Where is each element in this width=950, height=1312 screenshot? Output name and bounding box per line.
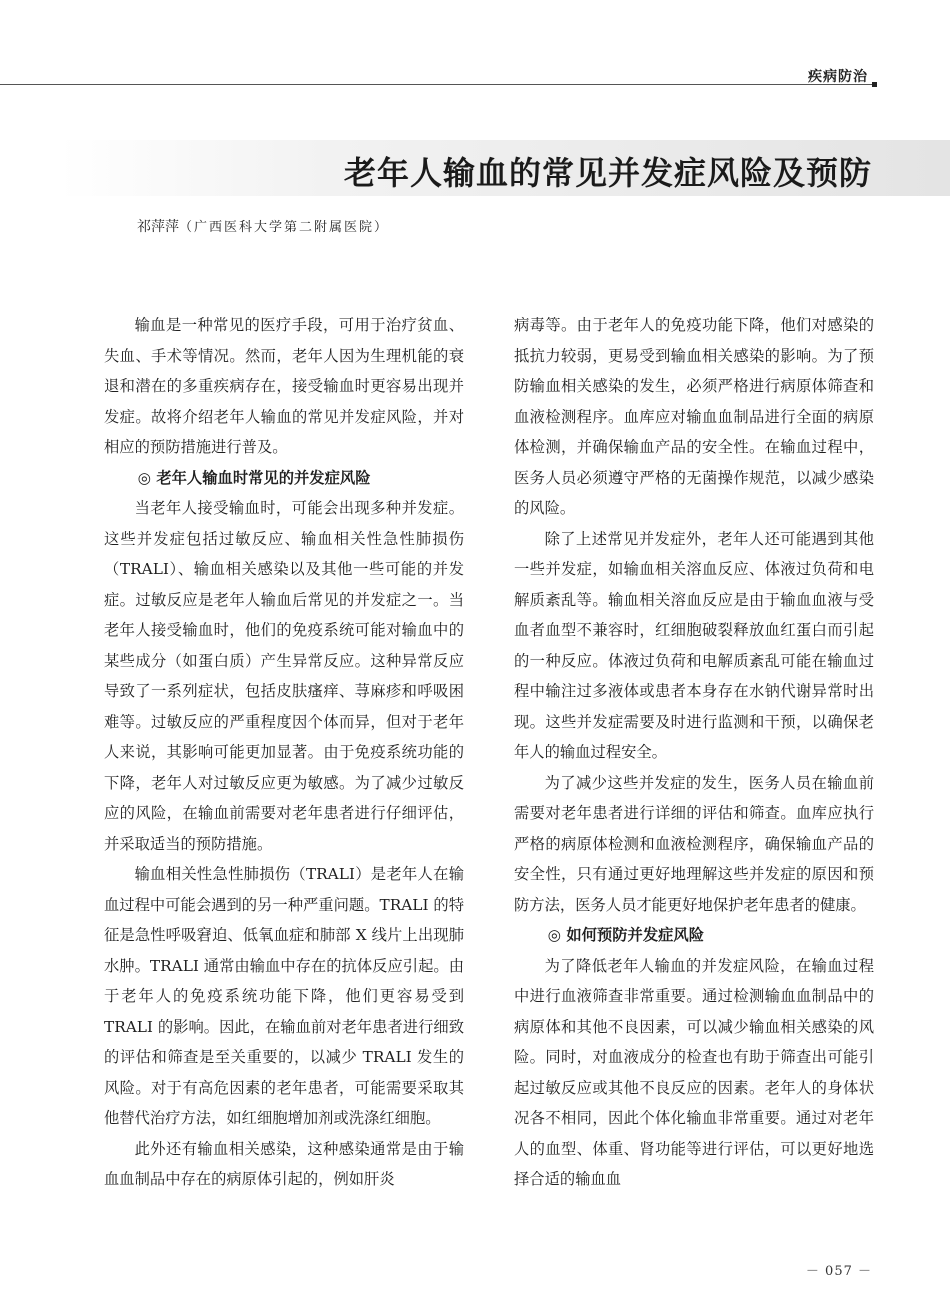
section-marker: [872, 82, 877, 87]
paragraph: 此外还有输血相关感染，这种感染通常是由于输血血制品中存在的病原体引起的，例如肝炎: [104, 1139, 464, 1188]
author-line: [137, 216, 389, 236]
section-label: 疾病防治: [808, 69, 868, 85]
paragraph: 当老年人接受输血时，可能会出现多种并发症。这些并发症包括过敏反应、输血相关性急性肺损伤（TRALI）、输血相关感染以及其他一些可能的并发症。过敏反应是老年人输血后常见的并发症之一。当老年人接受输血时，他们的免疫系统可能对输血中的某些成分（如蛋白质）产生异常反应。这种异常反应导致了一系列症状，包括皮肤瘙痒、荨麻疹和呼吸困难等。过敏反应的严重程度因个体而异，但对于老年人来说，其影响可能更加显著。由于免疫系统功能的下降，老年人对过敏反应更为敏感。为了减少过敏反应的风险，在输血前需要对老年患者进行仔细评估，并采取适当的预防措施。: [104, 499, 464, 853]
paragraph: 为了降低老年人输血的并发症风险，在输血过程中进行血液筛查非常重要。通过检测输血血制品中的病原体和其他不良因素，可以减少输血相关感染的风险。同时，对血液成分的检查也有助于筛查出可能引起过敏反应或其他不良反应的因素。老年人的身体状况各不相同，因此个体化输血非常重要。通过对老年人的血型、体重、肾功能等进行评估，可以更好地选择合适的输血血: [514, 956, 874, 1188]
author-affiliation: （广西医科大学第二附属医院）: [179, 220, 390, 235]
header-rule: [0, 84, 876, 85]
left-column: [104, 310, 464, 1195]
author-name: 祁萍萍: [137, 219, 179, 235]
paragraph-continued: 病毒等。由于老年人的免疫功能下降，他们对感染的抵抗力较弱，更易受到输血相关感染的影响。为了预防输血相关感染的发生，必须严格进行病原体筛查和血液检测程序。血库应对输血血制品进行全面的病原体检测，并确保输血产品的安全性。在输血过程中，医务人员必须遵守严格的无菌操作规范，以减少感染的风险。: [514, 316, 874, 517]
paragraph: 输血是一种常见的医疗手段，可用于治疗贫血、失血、手术等情况。然而，老年人因为生理机能的衰退和潜在的多重疾病存在，接受输血时更容易出现并发症。故将介绍老年人输血的常见并发症风险，并对相应的预防措施进行普及。: [104, 316, 464, 456]
paragraph: 为了减少这些并发症的发生，医务人员在输血前需要对老年患者进行详细的评估和筛查。血库应执行严格的病原体检测和血液检测程序，确保输血产品的安全性，只有通过更好地理解这些并发症的原因和预防方法，医务人员才能更好地保护老年患者的健康。: [514, 773, 874, 914]
article-title: 老年人输血的常见并发症风险及预防: [343, 154, 872, 192]
paragraph: 输血相关性急性肺损伤（TRALI）是老年人在输血过程中可能会遇到的另一种严重问题。TRALI 的特征是急性呼吸窘迫、低氧血症和肺部 X 线片上出现肺水肿。TRALI 通常由输血中存在的抗体反应引起。由于老年人的免疫系统功能下降，他们更容易受到 TRALI 的影响。因此，在输血前对老年患者进行细致的评估和筛查是至关重要的，以减少 TRALI 发生的风险。对于有高危因素的老年患者，可能需要采取其他替代治疗方法，如红细胞增加剂或洗涤红细胞。: [104, 865, 464, 1127]
right-column: [514, 310, 874, 1195]
paragraph: 除了上述常见并发症外，老年人还可能遇到其他一些并发症，如输血相关溶血反应、体液过负荷和电解质紊乱等。输血相关溶血反应是由于输血血液与受血者血型不兼容时，红细胞破裂释放血红蛋白而引起的一种反应。体液过负荷和电解质紊乱可能在输血过程中输注过多液体或患者本身存在水钠代谢异常时出现。这些并发症需要及时进行监测和干预，以确保老年人的输血过程安全。: [514, 529, 874, 761]
section-heading: ◎ 老年人输血时常见的并发症风险: [137, 468, 371, 487]
page-number: － 057 －: [805, 1264, 872, 1279]
section-heading: ◎ 如何预防并发症风险: [547, 926, 705, 944]
